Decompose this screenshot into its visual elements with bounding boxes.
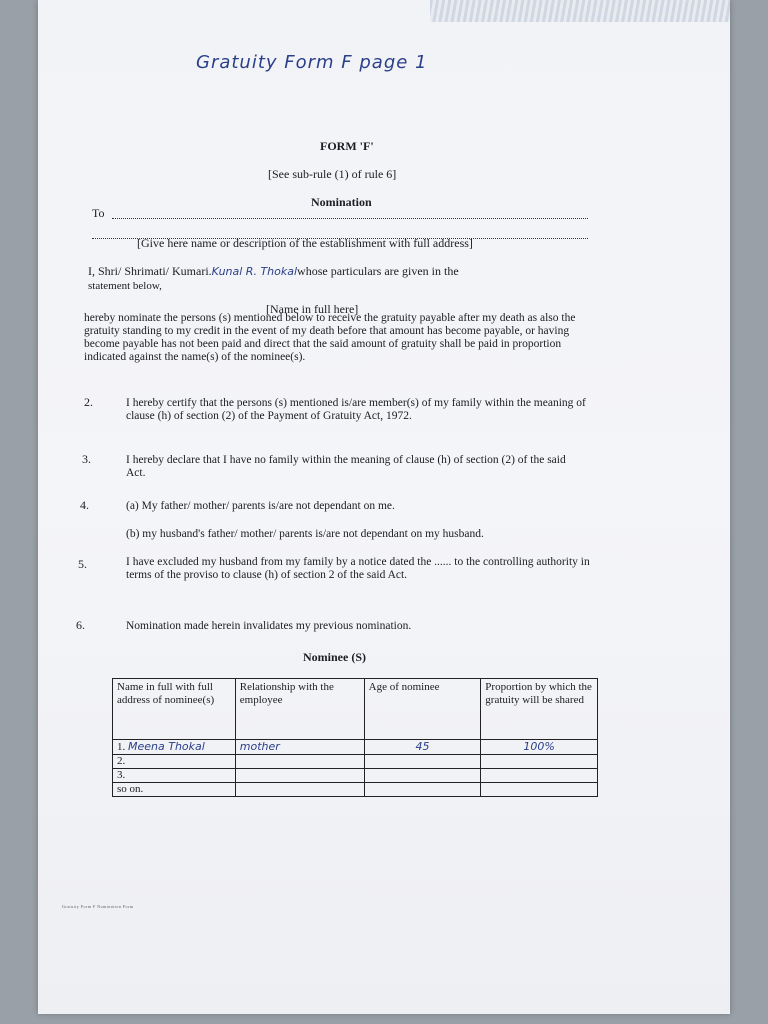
para1-line1: [88, 264, 459, 279]
cell-age: [364, 769, 481, 783]
para4a-text: (a) My father/ mother/ parents is/are not dependant on me.: [126, 500, 395, 512]
para5-number: 5.: [78, 557, 87, 571]
header-proportion: Proportion by which the gratuity will be shared: [481, 679, 598, 740]
header-age: Age of nominee: [364, 679, 481, 740]
cell-name: [113, 740, 236, 755]
handwritten-title: Gratuity Form F page 1: [196, 52, 428, 73]
cell-proportion: [481, 769, 598, 783]
nominee-proportion: 100%: [523, 740, 555, 753]
form-title: FORM 'F': [320, 139, 374, 153]
table-row: [113, 755, 598, 769]
cell-name: 3.: [113, 769, 236, 783]
para5-text: I have excluded my husband from my family by a notice dated the ...... to the controlling authority in terms of the proviso to clause (h) of section 2 of the said Act.: [126, 556, 590, 581]
para1-line2: statement below,: [88, 280, 162, 292]
cell-age: [364, 740, 481, 755]
to-address-line: [112, 218, 588, 219]
para1-body: hereby nominate the persons (s) mentioned below to receive the gratuity payable after my death as also the gratuity standing to my credit in the event of my death before that amount has become payable, or having become payable has not been paid and direct that the said amount of gratuity shall be paid in proportion indicated against the name(s) of the nominee(s).: [84, 312, 576, 363]
name-in-full-note: [Name in full here]: [266, 302, 359, 316]
to-label: [92, 206, 105, 221]
nominee-name: Meena Thokal: [128, 740, 205, 753]
para1-suffix: whose particulars are given in the: [297, 264, 459, 278]
header-name: Name in full with full address of nominee(s): [113, 679, 236, 740]
table-row: [113, 740, 598, 755]
subrule-reference: [See sub-rule (1) of rule 6]: [268, 167, 397, 181]
para2-text: I hereby certify that the persons (s) mentioned is/are member(s) of my family within the meaning of clause (h) of section (2) of the Payment of Gratuity Act, 1972.: [126, 397, 586, 422]
table-row: [113, 783, 598, 797]
cell-relationship: [235, 783, 364, 797]
cell-name: 2.: [113, 755, 236, 769]
header-relationship: Relationship with the employee: [235, 679, 364, 740]
para6-text: Nomination made herein invalidates my previous nomination.: [126, 620, 412, 632]
filled-employee-name: Kunal R. Thokal: [211, 265, 298, 278]
para4b-text: (b) my husband's father/ mother/ parents is/are not dependant on my husband.: [126, 528, 484, 540]
table-row: [113, 769, 598, 783]
cell-relationship: [235, 755, 364, 769]
page-footer: Gratuity Form F Nomination Form: [62, 904, 134, 909]
nominee-age: 45: [415, 740, 430, 753]
to-instruction: [Give here name or description of the establishment with full address]: [137, 236, 473, 250]
nominees-heading: Nominee (S): [303, 650, 366, 664]
cell-proportion: [481, 740, 598, 755]
para4-number: 4.: [80, 498, 89, 512]
cell-relationship: [235, 769, 364, 783]
cell-proportion: [481, 783, 598, 797]
para2-number: 2.: [84, 395, 93, 409]
cell-proportion: [481, 755, 598, 769]
row-number: 1.: [117, 741, 126, 753]
nomination-heading: Nomination: [311, 195, 372, 209]
table-header-row: [113, 679, 598, 740]
cell-name: so on.: [113, 783, 236, 797]
nominee-table: [112, 678, 598, 797]
to-text: To: [92, 206, 105, 220]
cell-age: [364, 755, 481, 769]
cell-age: [364, 783, 481, 797]
para1-prefix: I, Shri/ Shrimati/ Kumari.: [88, 264, 212, 278]
nominee-relationship: mother: [239, 740, 280, 753]
cell-relationship: [235, 740, 364, 755]
para3-text: I hereby declare that I have no family within the meaning of clause (h) of section (2) of the said Act.: [126, 454, 566, 479]
para6-number: 6.: [76, 618, 85, 632]
para3-number: 3.: [82, 452, 91, 466]
background-strip: [430, 0, 730, 22]
